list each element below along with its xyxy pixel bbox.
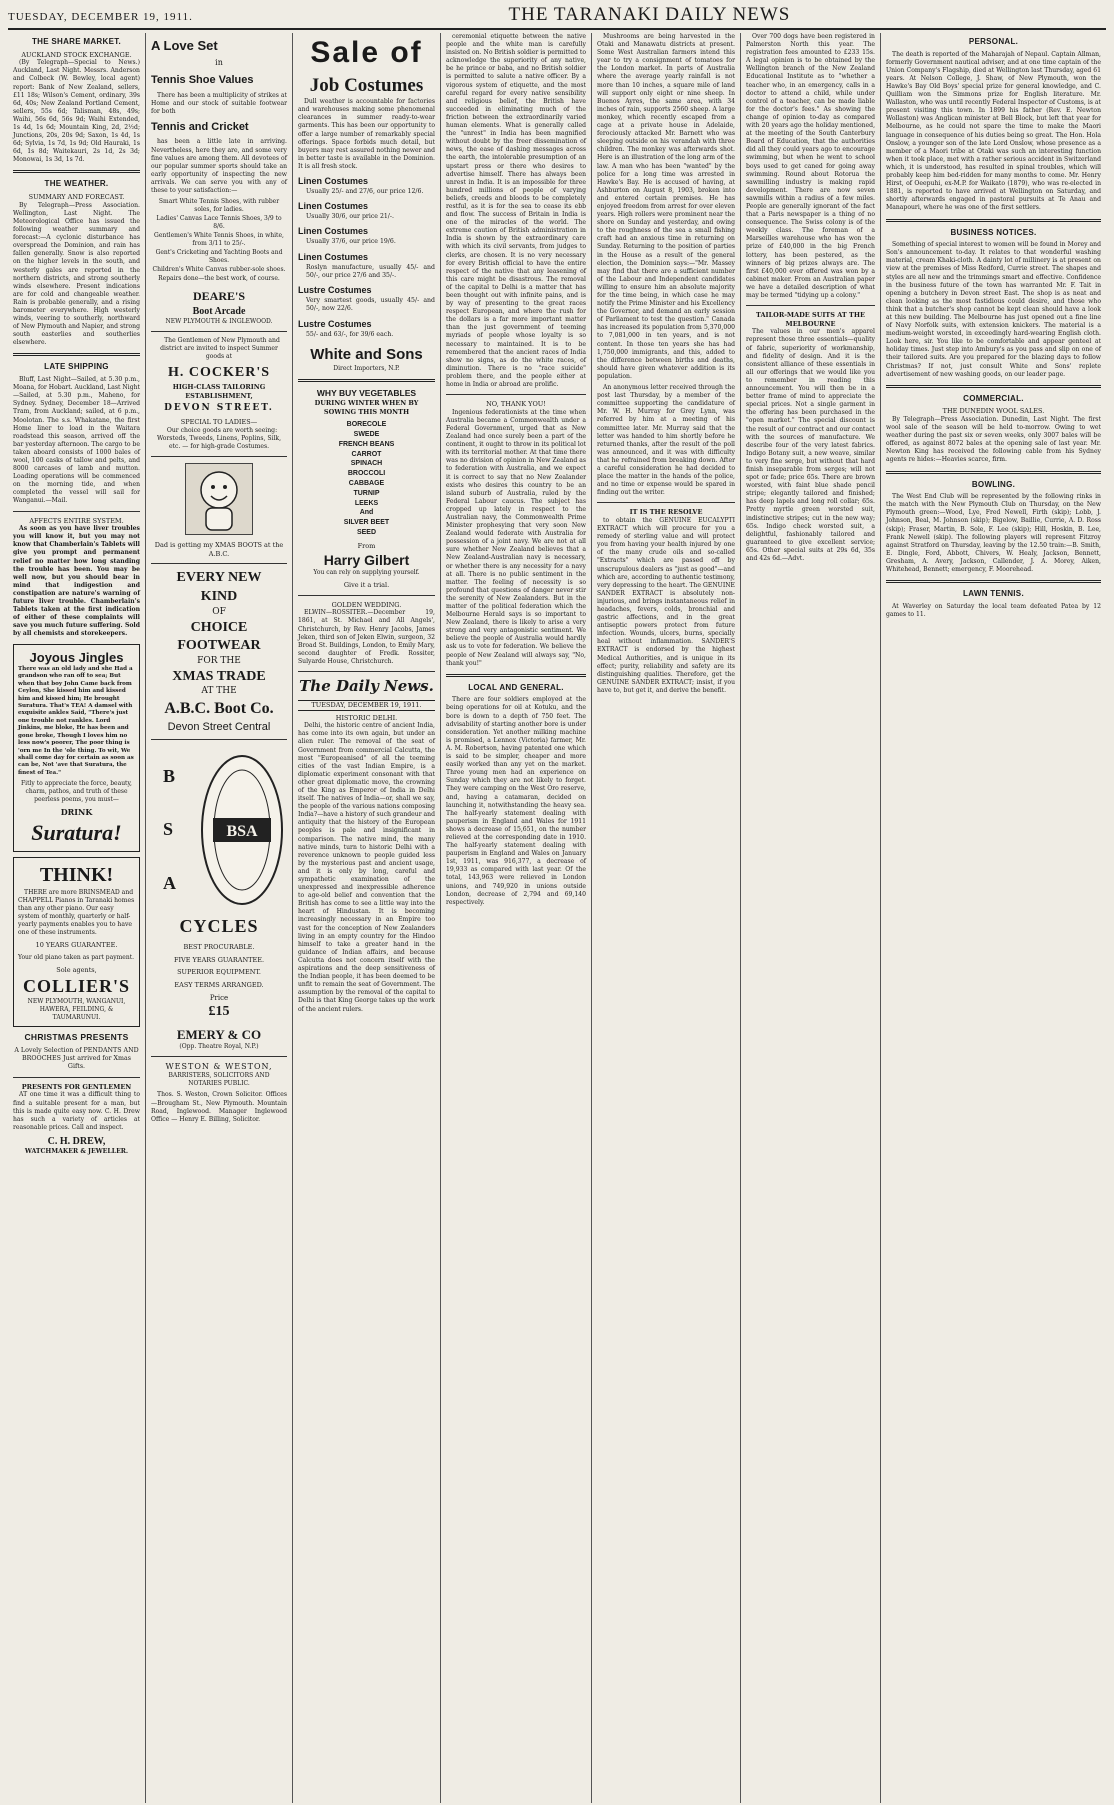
cocker-name: H. COCKER'S [167, 365, 270, 381]
gentry-invite: The Gentlemen of New Plymouth and district are invited to inspect Summer goods at [160, 337, 280, 361]
gents-presents-heading: PRESENTS FOR GENTLEMEN [21, 1082, 132, 1091]
shoe-list-item: Children's White Canvas rubber-sole shoes. [152, 265, 286, 273]
special-ladies-body: Our choice goods are worth seeing: Worsteds, Tweeds, Linens, Poplins, Silk, etc. — for high-grade Costumes. [156, 426, 282, 450]
emery-address: (Opp. Theatre Royal, N.P.) [179, 1042, 259, 1050]
vegetable-item: CABBAGE [348, 480, 385, 488]
shoe-list-item: Smart White Tennis Shoes, with rubber soles, for ladies. [158, 198, 280, 214]
vegetable-item: TURNIP [353, 489, 380, 497]
think-note: Your old piano taken as part payment. [18, 953, 135, 961]
local-general-heading: LOCAL AND GENERAL. [468, 682, 564, 692]
abc-boot-co: A.B.C. Boot Co. [164, 700, 274, 718]
cycles-point-2: FIVE YEARS GUARANTEE. [173, 955, 265, 964]
local-general-body: There are four soldiers employed at the being operations for oil at Kotuku, and the bore is down to a depth of 750 feet. The advisability of starting another bore is under consideration. Yet another milking machine is promised, a Lennox (Victoria) farmer, Mr. A. M. Robertson, having patented one which is said to be simpler, cheaper and more easily worked than any yet on the market. Three young men had an experience on Sunday which they are not likely to forget. They were camping on the West Oro reserve, and, having a catamaran, decided on launching it, notwithstanding the heavy sea. The half-yearly statement dealing with pauperism in England and Wales for 1911 shows a decrease of 15,651, on the number relieved at the corresponding date in 1910. The half-yearly statement dealing with pauperism in England and Wales on January 1st, 1911, was 916,377, a decrease of 19,933 as compared with last year. Of the total, 143,963 were relieved in London unions, and 749,920 in unions outside London, decrease of 2,794 and 69,140 respectively. [446, 696, 586, 906]
divider [13, 1077, 140, 1078]
white-sons-name: White and Sons [310, 345, 423, 363]
masthead-date: TUESDAY, DECEMBER 19, 1911. [8, 11, 193, 23]
delhi-body: Delhi, the historic centre of ancient India, has come into its own again, but under an alien ruler. The removal of the seat of Government from commercial Calcutta, the most "Europeanised" of all the teeming cities of the vast Indian Empire, is a diplomatic experiment consonant with that other great diplomatic move, the crowning of the King as Emperor of India in Delhi itself. The natives of India—or, shall we say, the people of the various nations composing India?—have a history of such grandeur and antiquity that the history of the European peoples is pale and insignificant in comparison. The native mind, the many native minds, turn to historic Delhi with a reverence unknown to people guided less by the mysterious past and ancient usage, and it is only by long, careful and sympathetic examination of the unexpressed and inexpressible adherence to age-old belief and convention that the British has come to see a little way into the heart of Hindustan. It is becoming increasingly necessary in an Empire too vast for the conception of New Zealanders living in an empty country for the Hindoo himself to take a greater hand in the guidance of Indian affairs, and because Calcutta does not concern itself with the aspirations and the deep sensitiveness of the Indian people, it has been deemed to be unfit to remain the seat of Government. The assumption by the removal of the capital to Delhi is that King George takes up the work of the ancient rulers. [298, 722, 435, 1013]
love-set-body: There has been a multiplicity of strikes at Home and our stock of suitable footwear for both [151, 91, 287, 115]
costume-price: Usually 37/6, our price 19/6. [306, 238, 396, 246]
costume-price: Roslyn manufacture, usually 45/- and 50/-, our price 27/6 and 35/-. [306, 263, 435, 279]
vegetable-item: FRENCH BEANS [338, 440, 395, 448]
eucalypti-heading: IT IS THE RESOLVE [629, 508, 703, 517]
costume-heading: Linen Costumes [298, 201, 369, 212]
tailor-heading: TAILOR-MADE SUITS AT THE MELBOURNE [756, 311, 865, 328]
svg-text:BSA: BSA [226, 823, 258, 841]
colliers-logo: COLLIER'S [22, 975, 131, 996]
guarantee-label: 10 YEARS GUARANTEE. [35, 941, 118, 950]
costume-price: Usually 30/6, our price 21/-. [306, 213, 394, 221]
costume-price: Usually 25/- and 27/6, our price 12/6. [306, 187, 424, 195]
price-label: Price [209, 993, 229, 1002]
column-6 [741, 33, 881, 1803]
costume-heading: Lustre Costumes [298, 285, 372, 296]
bsa-letters [151, 750, 176, 910]
dogs-news-body: Over 700 dogs have been registered in Palmerston North this year. The registration fees amounted to £233 15s. A legal opinion is to be obtained by the Wellington branch of the New Zealand Educational Institute as to "whether a teacher who, in an emergency, calls in a doctor to attend a child, while under control of a teacher, can be made liable for the doctor's fees." As showing the change of opinion to-day as compared with 20 years ago the holiday mentioned, at the meeting of the South Canterbury Board of Education, that the authorities did all they could years ago to encourage swimming, but when he went to school boys used to get caned for going away swimming. Round about Rotorua the sawmilling industry is making rapid development. There are now seven sawmills within a radius of a few miles. People are generally ignorant of the fact that a Paris newspaper is a thing of no consequence. The Swiss colony is of the weekly class. The foreman of a Marseilles warehouse who has won the prize of £40,000 in the big French lottery, has been pestered, as the winners of big prizes always are. The first £40,000 ever offered was won by a cabinet maker. From an Australian paper we have a detailed description of what may be termed "tidying up a colony." [746, 33, 875, 299]
column-1 [8, 33, 146, 1803]
divider [13, 353, 140, 356]
cycles-point-3: SUPERIOR EQUIPMENT. [177, 968, 261, 977]
business-body: Something of special interest to women will be found in Morey and Son's announcement to-day. It relates to that wonderful washing material, cream Khaki-cloth. A dainty lot of millinery is at present on view at the premises of Miss Redford, Currie street. The shapes and styles are all new and the trimmings smart and effective. Confidence in the business future of the town has warranted Mr. F. Tait in opening a butchery in Devon street East. The shop is as neat and clean looking as the most fastidious could desire, and those who think that a butcher's shop cannot be kept clean should have a look at this new building. The Melbourne has just opened out a fine line of Navy Norfolk suits, with extension knickers. The material is a medium-weight worsted, in exceedingly hard-wearing English cloth. Look here, sir. You like to be comfortable and appear genteel at holiday times. Just step into Ambury's as you pass and slip on one of their tailored suits. Are you prepared for the blazing days to follow Christmas? If not, just consult White and Sons' replete advertisement of new washing goods, on our leader page. [886, 241, 1101, 378]
think-body: THERE are more BRINSMEAD and CHAPPELL Pianos in Taranaki homes than any other piano. Our easy system of monthly, quarterly or half-yearly payments enables you to have one of these instruments. [18, 888, 135, 937]
tennis-cricket-body: has been a little late in arriving. Nevertheless, here they are, and some very fine values are among them. All devotees of our popular summer sports should take an early opportunity of inspecting the new arrivals. We can serve you with any of these to your satisfaction:— [151, 138, 287, 194]
lawn-tennis-body: At Waverley on Saturday the local team defeated Patea by 12 games to 11. [886, 602, 1101, 618]
jingles-tagline: Fitly to appreciate the force, beauty, charm, pathos, and truth of these peerless poems, you must— [21, 780, 132, 804]
column-grid [8, 33, 1106, 1803]
costume-list [298, 176, 435, 339]
emery-name: EMERY & CO [176, 1026, 262, 1042]
bsa-letter: B [163, 765, 176, 786]
weather-body: By Telegraph—Press Association. Wellington, Last Night. The Meteorological Office has issued the following weather summary and forecast:—A cyclonic disturbance has overspread the Dominion, and rain has fallen generally. Snow is also reported on the higher levels in the south, and westerly gales are reported in the northern districts, and strong southerly winds elsewhere. Present indications are for cold and changeable weather. Rain is probable generally, and a rising barometer everywhere. High westerly winds, veering to southerly, northward of New Plymouth and Napier, and strong south easterlies and southerlies elsewhere. [13, 201, 140, 347]
costume-heading: Lustre Costumes [298, 318, 372, 329]
divider [886, 385, 1101, 388]
divider [151, 1056, 287, 1057]
agents-label: Sole agents, [56, 965, 97, 974]
love-set-line3: Tennis Shoe Values [151, 73, 254, 86]
love-set-line2: in [215, 58, 223, 68]
white-sons-subtitle: Direct Importers, N.P. [333, 364, 400, 372]
at-the-words: AT THE [201, 686, 237, 697]
cocker-address: DEVON STREET. [164, 403, 274, 414]
divider [886, 219, 1101, 222]
special-ladies-heading: SPECIAL TO LADIES— [180, 418, 258, 427]
bsa-price: £15 [208, 1003, 230, 1019]
daily-news-nameplate: The Daily News. [299, 677, 434, 696]
suratura-logo: Suratura! [31, 819, 122, 845]
business-heading: BUSINESS NOTICES. [950, 227, 1037, 237]
cocker-subtitle: HIGH-CLASS TAILORING ESTABLISHMENT, [172, 382, 266, 400]
jingles-heading: Joyous Jingles [29, 649, 124, 665]
xmas-boots-caption: Dad is getting my XMAS BOOTS at the A.B.C. [154, 541, 284, 558]
divider [151, 563, 287, 564]
shoe-list-item: Gent's Cricketing and Yachting Boots and Shoes. [155, 248, 283, 264]
tailor-body: The values in our men's apparel represent those three essentials—quality of fabric, superiority of workmanship, and fidelity of design. And it is the consistent alliance of these essentials in all our offerings that we would like you to remember in reading this announcement. You will then be in a better frame of mind to appreciate the special prices. Not a single garment in the offering has been purchased in the "open market." The special discount is the result of our contract and our contact with the sources of manufacture. We describe four of the very latest fabrics. Indigo Botany suit, a new weave, similar to very fine serge, but without that hard finish inseparable from serges; will not spot or fade; price 65s. There are brown worsted, with faint blue shade pencil stripe; elegantly tailored and finished; has deep lapels and long roll collar; 65s. Pretty myrtle green worsted suit, indistinctive stripes; cut in the new way; 65s. Indigo check worsted suit, a delightful, fashionably tailored and guaranteed to give excellent service; 65s. Other special suits at 29s 6d, 35s and 42s 6d.—Advt. [746, 328, 875, 562]
vegetable-item: BORECOLE [346, 421, 387, 429]
gents-presents-body: AT one time it was a difficult thing to find a suitable present for a man, but this is made quite easy now. C. H. Drew has such a variety of articles at reasonable prices. Call and inspect. [13, 1091, 140, 1131]
divider [746, 305, 875, 306]
column-4 [441, 33, 592, 1803]
thanks-body: Ingenious federationists at the time when Australia became a Commonwealth under a Federal Government, urged that as New Zealand had once surely been a part of the continent, it ought to throw in its political lot with its territorial mother. At that time there was no division of opinion in New Zealand as to federation with Australia, and we expect it is correct to say that no New Zealander exists who desires this country to be an island suburb of Australia, ruled by the Federal Labour caucus. The subject has cropped up lately in respect to the Australian navy, the Commonwealth Prime Minister prophesying that very soon New Zealand would federate with Australia for possession of a joint navy. We are not at all sure whether New Zealand believes that a New Zealand-Australian navy is necessary, or whether there is any necessity for a navy at all. There is no public sentiment in the matter. The feeling of necessity is so profound that questions of danger never stir the serenity of New Zealanders. But in the matter of the political federation which the Melbourne Herald says is so important to New Zealand, there is likely to arise a very strong and very antagonistic sentiment. We believe the people of Australia would hardly ask us to vote for federation. We believe the people of New Zealand will always say, "No, thank you!" [446, 408, 586, 667]
love-set-line1: A Love Set [151, 38, 218, 53]
divider [151, 739, 287, 740]
cycles-point-4: EASY TERMS ARRANGED. [174, 981, 264, 990]
shoe-list-item: Repairs done—the best work, of course. [158, 274, 280, 282]
personal-body: The death is reported of the Maharajah of Nepaul. Captain Allman, formerly Government nautical adviser, and at one time captain of the Union Company's Flagship, died at Wellington last Thursday, aged 61 years. At Nelson College, J. Shaw, of New Plymouth, won the Hawke's Bay Old Boys' special prize for general knowledge, and C. Quilliam won the Simmons prize for English literature. Mr. Wallaston, who was until recently Federal Inspector of Customs, is at present visiting this town. In 1899 his father (Rev. E. Newton Wollaston) was Anglican minister at Bell Block, but left that year for Melbourne, as he could not spare the time to make the Maori language in consequence of his duties being so great. The Hon. Hola Onslow, a younger son of the late Lord Onslow, whose presence as a member of a Maori tribe at Otaki was such an interesting function when it took place, met with a rather serious accident in Switzerland which, it is understood, has resulted in spinal troubles, which will probably keep him bed-ridden for many months to come. Mr. Henry Hirst, of Oeepuhi, ex-M.P. for Waikato (1879), who was re-elected in 1881, is reported to have arrived at Wellington on Saturday, and shortly afterwards engaged in pastoral pursuits at Te Anau and Manapouri, where he was one of the first settlers. [886, 50, 1101, 212]
vegetable-item: SILVER BEET [343, 519, 390, 527]
xmas-trade: XMAS TRADE [172, 668, 266, 684]
bsa-block [151, 745, 287, 915]
weather-heading: THE WEATHER. [44, 179, 109, 189]
chamberlain-body: As soon as you have liver troubles you will know it, but you may not know that Chamberlain's Tablets will give you prompt and permanent relief no matter how long standing the trouble has been. You may be well now, but you should bear in mind that indigestion and constipation are nature's warning of future liver trouble. Chamberlain's Tablets taken at the first indication of either of these complaints will save you much future suffering. Sold by all chemists and storekeepers. [13, 525, 140, 638]
costume-price: Very smartest goods, usually 45/- and 50/-, now 22/6. [306, 297, 435, 313]
tennis-cricket-heading: Tennis and Cricket [151, 120, 249, 133]
anonymous-letter-body: An anonymous letter received through the post last Thursday, by a member of the committee supporting the candidature of Mr. W. H. Murray for Grey Lynn, was referred by him at a meeting of his committee later. Mr. Murray said that the letter was handed to him shortly before he returned thanks, after the result of the poll was announced, and it was with difficulty that he refrained from breaking down. After a careful consideration he had decided to place the matter in the hands of the police, and no time or expense would be spared in finding out the writer. [597, 384, 735, 497]
divider [13, 170, 140, 173]
jingles-ad [13, 644, 140, 853]
share-market-subheading: AUCKLAND STOCK EXCHANGE. [21, 50, 132, 59]
column-7 [881, 33, 1106, 1803]
eucalypti-body: to obtain the GENUINE EUCALYPTI EXTRACT which will procure for you a remedy of sterling value and will protect you from having your health injured by one of the many crude oils and so-called "Extracts" which are passed off by unscrupulous dealers as "just as good"—and which are, according to authentic testimony, very depressing to the heart. The GENUINE SANDER EXTRACT is absolutely non-injurious, and brings instantaneous relief in headaches, fevers, colds, bronchial and gastric affections, and in the great antiseptic powers protect from future infection. Wounds, ulcers, burns, specially heal without inflammation. SANDER'S EXTRACT is endorsed by the highest Medical Authorities, and is unique in its effect; purity, reliability and safety are its distinguishing qualities. Therefore, get the GENUINE SANDER EXTRACT; insist, if you have to, but get it, and derive the benefit. [597, 516, 735, 694]
shoe-list-item: Gentlemen's White Tennis Shoes, in white, from 3/11 to 25/-. [154, 231, 284, 247]
costume-price: 55/- and 63/-, for 39/6 each. [306, 330, 394, 338]
vegetable-list [298, 420, 435, 538]
masthead-title: THE TARANAKI DAILY NEWS [508, 4, 791, 25]
divider [151, 331, 287, 332]
bsa-letter: S [163, 819, 174, 840]
cycles-point-1: BEST PROCURABLE. [183, 943, 255, 952]
colliers-ad [13, 857, 140, 1027]
of-word: OF [212, 606, 226, 617]
vegetables-subheading: DURING WINTER WHEN BY SOWING THIS MONTH [314, 399, 419, 416]
weston-body: Thos. S. Weston, Crown Solicitor. Offices—Brougham St., New Plymouth. Mountain Road, Inglewood. Manager Inglewood Office — Henry E. Billing, Solicitor. [151, 1091, 287, 1123]
jingles-body: There was an old lady and she Had a grandson who ran off to sea; But when that boy John Came back from Ceylon, She kissed him and kissed him and kissed him; He brought Suratura. That's TEA! A damsel with exquisite ankles Said, "There's just one trouble not rankles. Lord Jinkins, me bloke, He has been and gone broke, Though I loves him no less now's poorer, The poor thing is 'orn me In the 'ole thing. To wit, We shall come day for certain as soon as can be, Not 'ave that Suratura, the finest of Tea." [18, 665, 134, 776]
costume-heading: Linen Costumes [298, 251, 369, 262]
divider [886, 580, 1101, 583]
vegetable-item: SWEDE [353, 431, 380, 439]
bsa-badge-logo [197, 750, 287, 910]
golden-wedding-body: ELWIN—ROSSITER.—December 19, 1861, at St. Michael and All Angels', Christchurch, by Rev. Henry Jacobs, James Jeken, third son of Jeken Elwin, surgeon, 32 Broad St. Buildings, London, to Emily Mary, second daughter of Fredk. Rossiter, Sulyarde House, Christchurch. [298, 609, 435, 665]
kind-word: KIND [200, 588, 238, 604]
daily-news-date: TUESDAY, DECEMBER 19, 1911. [298, 700, 435, 711]
vegetable-item: SEED [356, 529, 377, 537]
divider [13, 511, 140, 512]
think-heading: THINK! [39, 864, 114, 887]
drink-label: DRINK [60, 807, 93, 818]
golden-wedding-heading: GOLDEN WEDDING. [331, 600, 402, 609]
cycles-heading: CYCLES [179, 916, 259, 937]
baby-illustration [185, 463, 253, 535]
bowling-heading: BOWLING. [971, 479, 1016, 489]
weston-heading: WESTON & WESTON, [165, 1061, 273, 1071]
colliers-towns: NEW PLYMOUTH, WANGANUI, HAWERA, FEILDING, & TAUMARUNUI. [27, 998, 126, 1022]
etiquette-body: ceremonial etiquette between the native people and the white man is carefully insisted on. No British soldier is permitted to acknowledge the superiority of any native, be he prince or baba, and no British soldier is permitted to salute a native officer. By a vigorous system of etiquette, and the most careful regard for every native sensibility and religious belief, the British have succeeded in eliminating much of the friction between the extraordinarily varied human elements. What is generally called the "unrest" in India has been magnified without doubt by the freer dissemination of news, the ease of dashing messages across the earth, the intolerable presumption of an upstart press or there who desires to advertise himself. There has always been unrest in India. It is an impossible for three hundred millions of people of varying beliefs, creeds and bloods to be completely restful, as it is for the sea to cease its ebb and flow. The success of Britain in India is one of the miracles of the world. The extreme caution of British administration in India is shown by the extraordinary care with which its civil servants, from judges to clerks, are chosen. It is no very necessary for every British official to have the entire respect of the native that any leasening of this care might be disastrous. The removal of the capital to Delhi is a matter that has been thought out with infinite pains, and is by way of presenting to the great races respect European, and where the rush for the dollars is a far more important matter than the just government of teeming myriads of people whose loyalty is so necessary to maintained. It is to be remembered that the ancient races of India show no signs, as do the white races, of diminution. There is no "race suicide" problem there, and the people either at home in India or abroad are prolific. [446, 33, 586, 389]
choice-word: CHOICE [190, 619, 248, 635]
bsa-letter: A [163, 872, 176, 893]
divider [446, 394, 586, 395]
drew-trade: WATCHMAKER & JEWELLER. [24, 1148, 129, 1156]
weather-subheading: SUMMARY AND FORECAST. [28, 193, 125, 202]
divider [886, 471, 1101, 474]
wool-sales-heading: THE DUNEDIN WOOL SALES. [942, 407, 1045, 416]
footwear-word: FOOTWEAR [177, 638, 261, 654]
column-3 [293, 33, 441, 1803]
costume-heading: Linen Costumes [298, 226, 369, 237]
lawn-tennis-heading: LAWN TENNIS. [963, 589, 1024, 599]
shipping-body: Bluff, Last Night—Sailed, at 5.30 p.m., Moana, for Hobart. Auckland, Last Night—Sailed, at 5.30 p.m., Maheno, for Sydney. Sydney, December 18—Arrived Tram, from Auckland; sailed, at 6 p.m., Moolotan. The s.s. Whakatane, the first Home liner to load in the Waitara roadstead this season, arrived off the bar yesterday afternoon. The cargo to be taken aboard consists of 1000 bales of wool, 100 casks of tallow and pelts, and 8000 carcases of lamb and mutton. Loading operations will be commenced on the morning tide, and when completed the vessel will sail for Wanganui.—Mail. [13, 376, 140, 505]
column-5 [592, 33, 741, 1803]
deare-arcade: Boot Arcade [192, 305, 246, 317]
job-costumes-heading: Job Costumes [309, 74, 424, 96]
xmas-presents-heading: CHRISTMAS PRESENTS [24, 1032, 129, 1043]
vegetables-heading: WHY BUY VEGETABLES [316, 387, 417, 398]
gilbert-tagline: Give it a trial. [343, 581, 390, 590]
share-market-body: (By Telegraph—Special to News.) Auckland, Last Night. Messrs. Anderson and Colbeck (W. Bewley, local agent) report: Bank of New Zealand, sellers, £11 18s; Wilson's Cement, ordinary, 39s 6d, 40s; New Zealand Portland Cement, sellers, 55s 6d; Talisman, 48s, 49s; Waihi, 56s 6d, 56s 9d; Waihi Extended, 1s 4d, 1s 6d; Mountain King, 2d, 2½d; Junctions, 20s, 20s 9d; Saxon, 1s 4d, 1s 6d; Sylvia, 1s 7d, 1s 9d; Old Hauraki, 1s 6d, 1s 8d; Waitekauri, 2s 1d, 2s 3d; Monowai, 1s 3d, 1s 7d. [13, 59, 140, 164]
sale-heading: Sale of [310, 36, 423, 69]
personal-heading: PERSONAL. [968, 37, 1019, 46]
divider [298, 671, 435, 672]
deare-name: DEARE'S [192, 288, 245, 303]
masthead [8, 4, 1106, 30]
divider [298, 379, 435, 382]
bowling-body: The West End Club will be represented by the following rinks in the match with the New Plymouth Club on Thursday, on the New Plymouth green:—Wood, Lye, Fred Newell, Firth (skip); Lobb, J. Johnson, Beal, M. Johnson (skip); Bigelow, Baillie, Currie, A. D. Ross (skip); Fraser, Martin, B. Sole, F. Lee (skip); Hill, Hoskin, B. Lee, Frank Newell (skip). The following players will represent Fitzroy against Stratford on Thursday, leaving by the 12.50 train:—B. Smith, E. Dingle, Ford, Abbott, Chivers, W. Healy, Jackson, Bennett, Gresham, A. Avery, Jackson, Callender, J. A. Morey, Aiken, Whitehead, Bennett; emergency, F. Moorehead. [886, 493, 1101, 574]
commercial-heading: COMMERCIAL. [963, 393, 1024, 403]
sale-body: Dull weather is accountable for factories and warehouses making some phenomenal clearances in summer ready-to-wear garments. This has been our opportunity to offer a large number of remarkably special offerings. Space forbids much detail, but buyers may rest assured nothing newer and in better taste is available in the Dominion. It is all fresh stock. [298, 98, 435, 170]
deare-address: NEW PLYMOUTH & INGLEWOOD. [165, 318, 273, 326]
divider [151, 456, 287, 457]
divider [298, 595, 435, 596]
vegetable-item: BROCCOLI [347, 470, 386, 478]
news-items-body: Mushrooms are being harvested in the Otaki and Manawatu districts at present. Some West Australian farmers intend this year to try a consignment of tomatoes for the London market. In parts of Australia where the average yearly rainfall is not more than 10 inches, a square mile of land will support only eight or nine sheep. In Buenos Ayres, the same area, with 34 inches of rain, supports 2560 sheep. A large monkey, which recently escaped from a cage at a private house in Adelaide, ferociously attacked Mr. Barnett who was sleeping outside on his verandah with three children. The monkey was afterwards shot. Here is an illustration of the long arm of the law. A man who has been "wanted" by the police for a long time was arrested in Hawke's Bay. He is accused of having, at Ashburton on August 8, 1903, broken into and entered certain premises. He has enjoyed freedom from arrest for over eleven years. High rollers were prominent near the shore on Sunday and yesterday, and owing to the roughness of the sea a small fishing craft had an anxious time in returning on Sunday. Returning to the position of parties in the House as a result of the general election, the Dominion says:—"Mr. Massey may find that there are a sufficient number of the Labour and Independent candidates willing to ensure him an absolute majority for the time being, in which case he may notify the Prime Minister and his Excellency the Governor, and demand an early session of Parliament to test the question." Canada has increased its population from 5,370,000 to 7,081,000 in ten years, and is not content. In those ten years she has had 1,750,000 immigrants, and this, added to the difference between births and deaths, should have given whatever addition is its population. [597, 33, 735, 380]
gilbert-subtitle: You can rely on supplying yourself. [313, 569, 420, 577]
chamberlain-heading: AFFECTS ENTIRE SYSTEM. [29, 516, 124, 525]
from-label: From [357, 541, 376, 550]
vegetable-item: LEEKS [354, 499, 379, 507]
column-2 [146, 33, 293, 1803]
divider [446, 674, 586, 677]
share-market-heading: THE SHARE MARKET. [31, 37, 122, 46]
vegetable-item: SPINACH [350, 460, 383, 468]
vegetable-item: And [359, 509, 374, 517]
shipping-heading: LATE SHIPPING [44, 362, 109, 372]
delhi-heading: HISTORIC DELHI. [335, 713, 398, 722]
shoe-list [151, 198, 287, 283]
divider [597, 502, 735, 503]
xmas-presents-body: A Lovely Selection of PENDANTS AND BROOCHES Just arrived for Xmas Gifts. [14, 1046, 139, 1071]
shoe-list-item: Ladies' Canvas Lace Tennis Shoes, 3/9 to 8/6. [156, 215, 282, 230]
every-new: EVERY NEW [176, 570, 262, 586]
abc-address: Devon Street Central [167, 720, 271, 733]
wool-sales-body: By Telegraph—Press Association. Dunedin, Last Night. The first wool sale of the season will be held to-morrow. Owing to wet weather during the past six or seven weeks, only 3007 bales will be offered, as against 8072 bales at the opening sale of last year. Mr. Newton King has received the following cable from his Sydney agents re hides:—Heavies scarce, firm. [886, 415, 1101, 464]
gilbert-name: Harry Gilbert [323, 551, 410, 568]
thanks-heading: NO, THANK YOU! [486, 400, 546, 409]
weston-subtitle: BARRISTERS, SOLICITORS AND NOTARIES PUBLIC. [168, 1072, 270, 1088]
costume-heading: Linen Costumes [298, 176, 369, 186]
drew-name: C. H. DREW, [47, 1135, 106, 1147]
for-the-words: FOR THE [197, 655, 241, 666]
vegetable-item: CARROT [351, 450, 382, 458]
